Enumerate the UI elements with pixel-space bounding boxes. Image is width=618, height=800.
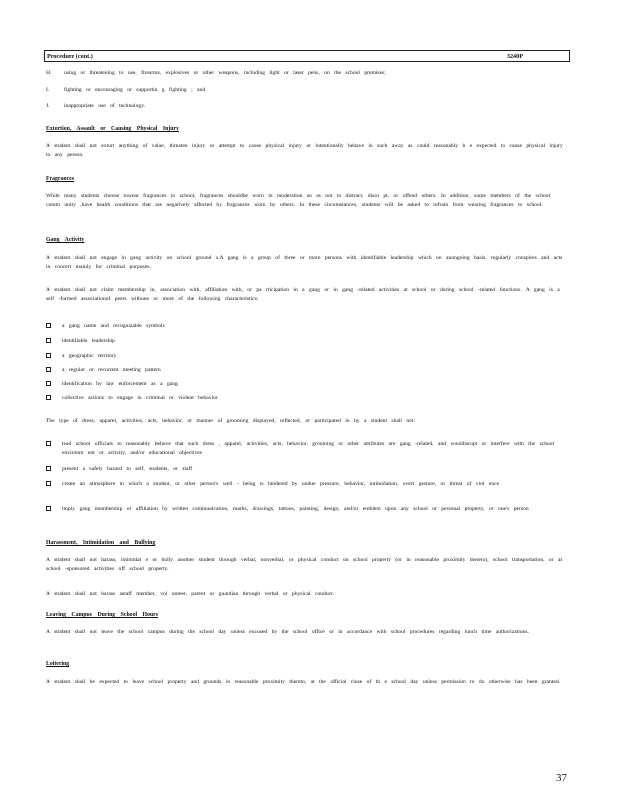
bullet-item xyxy=(46,505,566,514)
header-code: 3240P xyxy=(506,52,523,60)
section-heading-harassment: Harassment, Intimidation and Bullying xyxy=(46,540,156,546)
procedure-header xyxy=(44,50,570,62)
section-heading-extortion: Extortion, Assault or Causing Physical Injury xyxy=(46,126,179,132)
paragraph-harassment-2: A student shall not harass astaff member, vol unteer, parent or guardian through verbal or physical conduct. xyxy=(46,591,335,597)
list-text: using or threatening to use, firearms, explosives or other weapons, including light or laser pens, on the school premises; xyxy=(64,70,386,76)
section-heading-gang: Gang Activity xyxy=(46,237,85,243)
bullet-text: identifiable leadership xyxy=(62,338,115,344)
bullet-item xyxy=(46,465,566,474)
list-letter: I. xyxy=(46,87,50,93)
section-heading-loitering: Loitering xyxy=(46,661,70,667)
paragraph-harassment-1: A student shall not harass, intimidat e or bully another student through verbal, nonverbal, or physical conduct on school property (or in reasonable proximity thereto), school transportation, or at school -sponsored activities off school property. xyxy=(46,557,563,572)
bullet-text: a gang name and recognizable symbols xyxy=(62,323,165,329)
bullet-item xyxy=(46,366,566,375)
paragraph-leaving: A student shall not leave the school campus during the school day unless excused by the school office or in accordance with school procedures regarding lunch time authorizations. xyxy=(46,629,529,635)
bullet-item xyxy=(46,352,566,361)
paragraph-gang-3: The type of dress, apparel, activities, acts, behavior, or manner of grooming displayed, reflected, or participated in by a student shall not: xyxy=(46,418,416,424)
bullet-text: imply gang membership or affiliation by written communication, marks, drawings, tattoos, painting, design, and/or emblem upon any school or personal property, or one's person xyxy=(62,506,529,512)
header-title: Procedure (cont.) xyxy=(47,52,93,60)
page-number: 37 xyxy=(556,772,567,784)
paragraph-extortion: A student shall not extort anything of value, threaten injury or attempt to cause physical injury or intentionally behave in such away as could reasonably b e expected to cause physical injury to any person. xyxy=(46,143,563,158)
bullet-box-icon xyxy=(46,466,51,471)
paragraph-gang-2: A student shall not claim membership in, association with, affiliation with, or pa rticipation in a gang or in gang -related activities at school or during school -related functions. A gang is a self -formed associationof peers withone or more of the following characteristics: xyxy=(46,287,560,302)
paragraph-gang-1: A student shall not engage in gang activity on school ground s.A gang is a group of three or more persons with identifiable leadership which on anongoing basis, regularly conspires and acts in concert mainly for criminal purposes. xyxy=(46,255,563,270)
list-item xyxy=(46,70,386,76)
list-letter: H. xyxy=(46,70,52,76)
list-text: inappropriate use of technology. xyxy=(64,103,146,109)
bullet-text: identification by law enforcement as a gang xyxy=(62,381,178,387)
bullet-box-icon xyxy=(46,323,51,328)
bullet-text: a regular or recurrent meeting pattern xyxy=(62,367,161,373)
bullet-item xyxy=(46,380,566,389)
paragraph-fragrances: While many students choose towear fragrances to school, fragrances shouldbe worn in moderation so as not to distract, disru pt, or offend others. In addition, some members of the school comm unity ,have health conditions that are negatively affected by fragrances worn by others. In these circumstances, students will be asked to refrain from wearing fragrances to school. xyxy=(46,193,551,208)
bullet-item xyxy=(46,337,566,346)
section-heading-fragrances: Fragrances xyxy=(46,176,75,182)
bullet-box-icon xyxy=(46,481,51,486)
bullet-text: collective actions to engage in criminal or violent behavior xyxy=(62,395,218,401)
bullet-text: a geographic territory xyxy=(62,353,117,359)
list-item xyxy=(46,103,145,109)
bullet-text: present a safety hazard to self, students, or staff xyxy=(62,466,193,472)
paragraph-loitering: A student shall be expected to leave school property and grounds in reasonable proximity thereto, at the official close of th e school day unless permission to do otherwise has been granted. xyxy=(46,679,561,685)
list-text: fighting or encouraging or supportin g fighting ; and xyxy=(64,87,206,93)
bullet-item xyxy=(46,394,566,403)
list-item xyxy=(46,87,205,93)
bullet-text: create an atmosphere in which a student, or other person's well - being is hindered by undue pressure, behavior, intimidation, overt gesture, or threat of viol ence xyxy=(62,481,500,487)
bullet-item xyxy=(46,322,566,331)
bullet-box-icon xyxy=(46,506,51,511)
bullet-item xyxy=(46,440,566,457)
list-letter: J. xyxy=(46,103,50,109)
bullet-text: lead school officials to reasonably believe that such dress , apparel, activities, acts, behavior, grooming or other attributes are gang -related, and wouldisrupt or interfere with the school environm ent or activity, and/or educational objectives xyxy=(62,441,555,456)
bullet-box-icon xyxy=(46,338,51,343)
bullet-item xyxy=(46,480,566,489)
bullet-box-icon xyxy=(46,381,51,386)
bullet-box-icon xyxy=(46,353,51,358)
bullet-box-icon xyxy=(46,395,51,400)
section-heading-leaving: Leaving Campus During School Hours xyxy=(46,612,158,618)
bullet-box-icon xyxy=(46,367,51,372)
bullet-box-icon xyxy=(46,441,51,446)
